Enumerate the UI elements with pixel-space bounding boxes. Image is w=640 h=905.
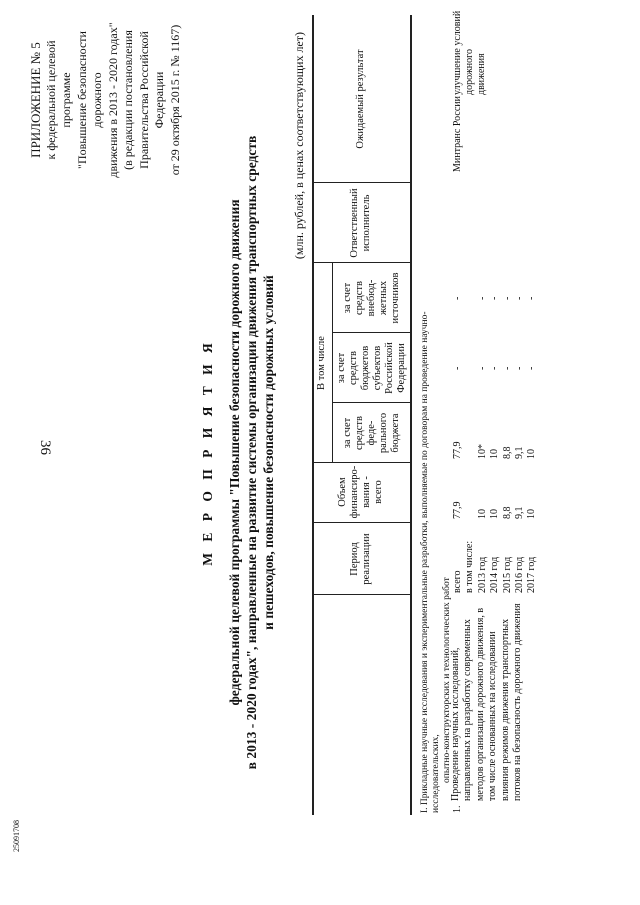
table-rule bbox=[312, 594, 410, 595]
extra-cell: - bbox=[452, 296, 463, 300]
appendix-block bbox=[28, 15, 183, 185]
regional-cell bbox=[464, 367, 476, 370]
executor-cell: Минтранс России bbox=[452, 96, 463, 172]
document-heading: М Е Р О П Р И Я Т И Я bbox=[200, 339, 215, 566]
table-rule bbox=[312, 182, 410, 183]
appendix-line: (в редакции постановления bbox=[121, 30, 135, 170]
period-column bbox=[452, 533, 539, 593]
period-cell: всего bbox=[452, 570, 463, 593]
appendix-line: Правительства Российской Федерации bbox=[136, 31, 166, 169]
document-title bbox=[200, 0, 277, 905]
extra-cell: - bbox=[489, 296, 501, 300]
row-number: 1. bbox=[452, 805, 463, 813]
section-title bbox=[420, 293, 453, 813]
title-line: в 2013 - 2020 годах", направленные на развитие системы организации движения транспортных средств bbox=[244, 135, 259, 770]
header-regional: за счет средств бюджетов субъектов Российской Федерации bbox=[335, 342, 407, 394]
header-federal: за счет средств феде-рального бюджета bbox=[341, 412, 401, 454]
table-rule bbox=[332, 402, 410, 403]
header-executor: Ответственный исполнитель bbox=[349, 188, 372, 258]
title-line: и пешеходов, повышение безопасности дорожных условий bbox=[261, 275, 276, 630]
period-cell: 2013 год bbox=[476, 556, 488, 593]
table-rule bbox=[332, 332, 410, 333]
result-cell: улучшение условий дорожного движения bbox=[452, 10, 487, 95]
federal-cell: 10 bbox=[526, 449, 538, 459]
section-title-line: I. Прикладные научные исследования и экспериментальные разработки, выполняемые по договорам на проведение научно-исследовательских, bbox=[420, 311, 441, 813]
header-period: Период реализации bbox=[349, 533, 372, 585]
period-cell: 2016 год bbox=[513, 556, 525, 593]
regional-column bbox=[452, 367, 539, 370]
total-cell: 77,9 bbox=[452, 501, 463, 519]
total-column bbox=[452, 502, 539, 520]
regional-cell: - bbox=[526, 366, 538, 370]
total-cell: 9,1 bbox=[513, 506, 525, 519]
regional-cell: - bbox=[513, 366, 525, 370]
period-cell: 2014 год bbox=[489, 556, 501, 593]
period-cell: 2017 год bbox=[526, 556, 538, 593]
federal-cell: 77,9 bbox=[452, 441, 463, 459]
header-total: Объем финансиро-вания - всего bbox=[337, 465, 384, 519]
extra-cell: - bbox=[526, 296, 538, 300]
regional-cell: - bbox=[452, 366, 463, 370]
total-cell: 10 bbox=[526, 509, 538, 519]
period-cell: 2015 год bbox=[501, 556, 513, 593]
header-result: Ожидаемый результат bbox=[355, 49, 366, 149]
federal-column bbox=[452, 442, 539, 460]
federal-cell: 10 bbox=[489, 449, 501, 459]
extra-cell bbox=[464, 297, 476, 300]
total-cell: 10 bbox=[489, 509, 501, 519]
total-cell: 8,8 bbox=[501, 506, 513, 519]
federal-cell: 8,8 bbox=[501, 446, 513, 459]
regional-cell: - bbox=[476, 366, 488, 370]
section-title-line: опытно-конструкторских и технологических работ bbox=[442, 577, 452, 783]
measure-name: Проведение научных исследований, направленных на разработку современных методов организации дорожного движения, в том числе основанных на исследовании влияния режимов движения транспортных потоков на безопасность дорожного движения bbox=[450, 603, 524, 801]
federal-cell: 10* bbox=[476, 444, 488, 459]
extra-cell: - bbox=[476, 296, 488, 300]
extra-cell: - bbox=[501, 296, 513, 300]
total-cell: 10 bbox=[476, 509, 488, 519]
extra-column bbox=[452, 297, 539, 300]
period-cell: в том числе: bbox=[464, 540, 476, 593]
document-barcode-number: 25091708 bbox=[12, 820, 21, 852]
total-cell bbox=[464, 502, 476, 520]
header-including: В том числе bbox=[316, 336, 327, 390]
extra-cell: - bbox=[513, 296, 525, 300]
appendix-line: движения в 2013 - 2020 годах" bbox=[105, 22, 120, 178]
appendix-line: к федеральной целевой программе bbox=[43, 40, 73, 160]
page-number: 36 bbox=[37, 440, 53, 455]
appendix-line: от 29 октября 2015 г. № 1167) bbox=[167, 24, 182, 176]
table-rule bbox=[312, 522, 410, 523]
table-rule bbox=[410, 15, 412, 815]
header-extra: за счет средств внебюд-жетных источников bbox=[341, 272, 401, 324]
federal-cell: 9,1 bbox=[513, 446, 525, 459]
appendix-title: ПРИЛОЖЕНИЕ № 5 bbox=[28, 42, 43, 158]
units-note: (млн. рублей, в ценах соответствующих лет) bbox=[292, 32, 306, 260]
federal-cell bbox=[464, 442, 476, 460]
appendix-line: "Повышение безопасности дорожного bbox=[74, 31, 104, 169]
regional-cell: - bbox=[501, 366, 513, 370]
regional-cell: - bbox=[489, 366, 501, 370]
title-line: федеральной целевой программы "Повышение безопасности дорожного движения bbox=[227, 199, 242, 706]
